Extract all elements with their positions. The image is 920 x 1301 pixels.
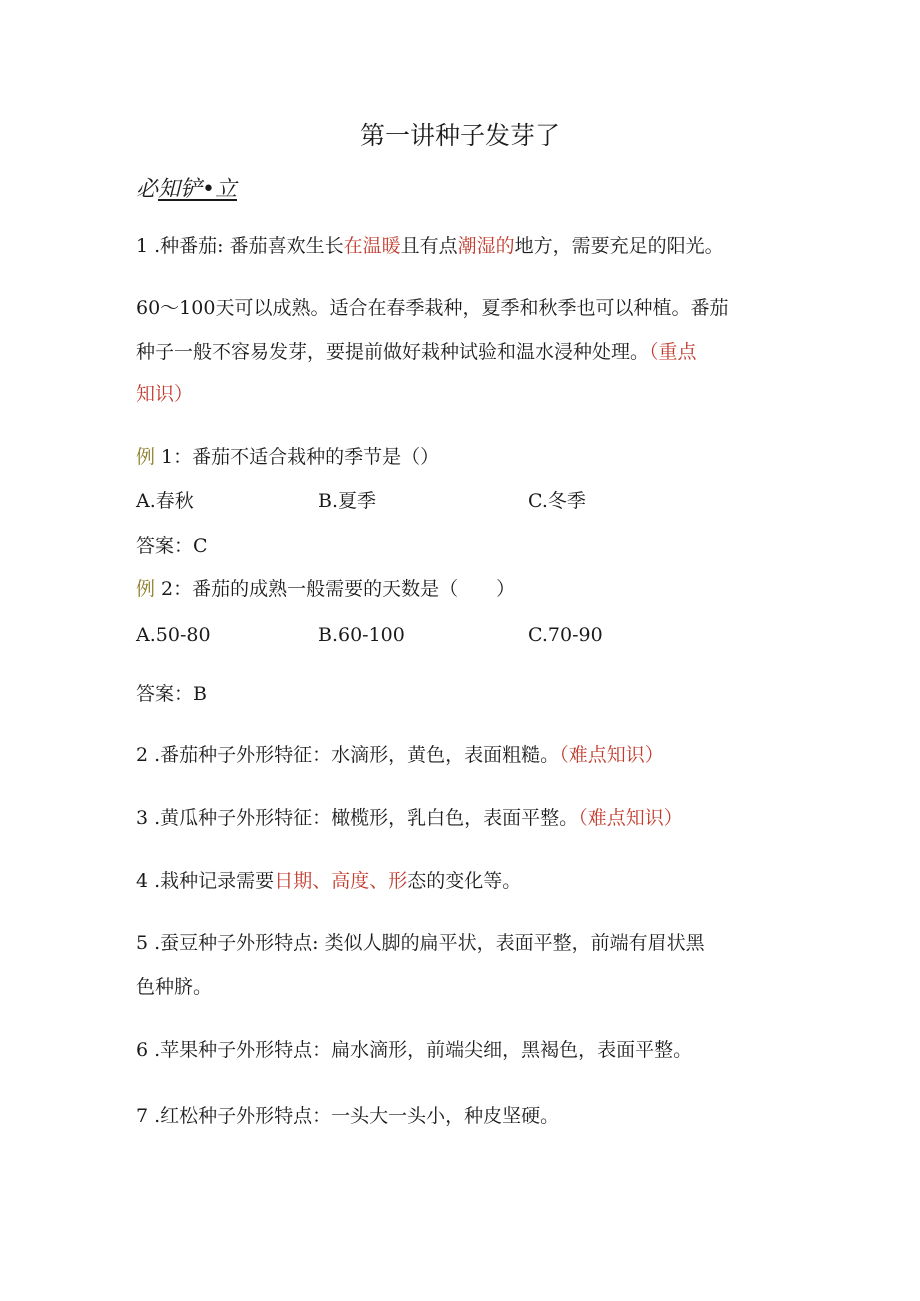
point-text: .苹果种子外形特点：扁水滴形，前端尖细，黑褐色，表面平整。 bbox=[148, 1039, 693, 1061]
example-1-question bbox=[136, 443, 439, 471]
example-2-option-c: C.70-90 bbox=[528, 624, 603, 646]
point-text: .红松种子外形特点：一头大一头小，种皮坚硬。 bbox=[148, 1105, 560, 1127]
example-2-question bbox=[136, 575, 515, 603]
point-text: 且有点 bbox=[400, 235, 458, 257]
example-2-option-b: B.60-100 bbox=[318, 624, 405, 646]
point-6 bbox=[136, 1036, 692, 1064]
point-number: 2 bbox=[136, 744, 149, 766]
point-1-line-3 bbox=[136, 338, 697, 366]
point-number: 7 bbox=[136, 1105, 149, 1127]
point-5 bbox=[136, 929, 705, 957]
point-4 bbox=[136, 867, 521, 895]
example-1-option-a: A.春秋 bbox=[136, 490, 194, 512]
point-1-line-2: 60～100天可以成熟。适合在春季栽种，夏季和秋季也可以种植。番茄 bbox=[136, 297, 729, 319]
highlight-record: 日期、高度、形 bbox=[274, 870, 408, 892]
point-text: 地方，需要充足的阳光。 bbox=[514, 235, 724, 257]
example-2-answer: 答案：B bbox=[136, 683, 207, 705]
highlight-humid: 潮湿的 bbox=[457, 235, 515, 257]
key-note: （重点 bbox=[649, 341, 697, 363]
point-5-line-2: 色种脐。 bbox=[136, 976, 213, 998]
example-label: 例 bbox=[136, 446, 156, 468]
point-number: 4 bbox=[136, 870, 149, 892]
point-number: 1 bbox=[136, 235, 149, 257]
point-number: 3 bbox=[136, 807, 149, 829]
point-text: .番茄种子外形特征：水滴形，黄色，表面粗糙。 bbox=[148, 744, 560, 766]
highlight-warm: 在温暖 bbox=[343, 235, 401, 257]
point-7 bbox=[136, 1102, 559, 1130]
point-text: 态的变化等。 bbox=[407, 870, 522, 892]
example-1-answer: 答案：C bbox=[136, 535, 208, 557]
difficulty-note: （难点知识） bbox=[578, 807, 683, 829]
point-3 bbox=[136, 804, 683, 832]
difficulty-note: （难点知识） bbox=[559, 744, 664, 766]
section-heading-underlined: 知铲•立 bbox=[158, 177, 237, 202]
example-label: 例 bbox=[136, 578, 156, 600]
point-text: .栽种记录需要 bbox=[148, 870, 275, 892]
document-title: 第一讲种子发芽了 bbox=[359, 121, 560, 150]
example-2-option-a: A.50-80 bbox=[136, 624, 211, 646]
example-1-option-c: C.冬季 bbox=[528, 490, 586, 512]
section-heading-prefix: 必 bbox=[136, 177, 159, 202]
point-text: 种子一般不容易发芽，要提前做好栽种试验和温水浸种处理。 bbox=[136, 341, 650, 363]
point-2 bbox=[136, 741, 664, 769]
question-text: 1：番茄不适合栽种的季节是（） bbox=[155, 446, 440, 468]
point-number: 6 bbox=[136, 1039, 149, 1061]
question-text: 2：番茄的成熟一般需要的天数是（ ） bbox=[155, 578, 516, 600]
point-number: 5 bbox=[136, 932, 149, 954]
key-note-cont: 知识） bbox=[136, 383, 194, 405]
point-text: .蚕豆种子外形特点: 类似人脚的扁平状，表面平整，前端有眉状黑 bbox=[148, 932, 705, 954]
point-1 bbox=[136, 232, 724, 260]
section-heading bbox=[136, 172, 237, 203]
point-text: .种番茄: 番茄喜欢生长 bbox=[148, 235, 344, 257]
point-text: .黄瓜种子外形特征：橄榄形，乳白色，表面平整。 bbox=[148, 807, 579, 829]
example-1-option-b: B.夏季 bbox=[318, 490, 377, 512]
